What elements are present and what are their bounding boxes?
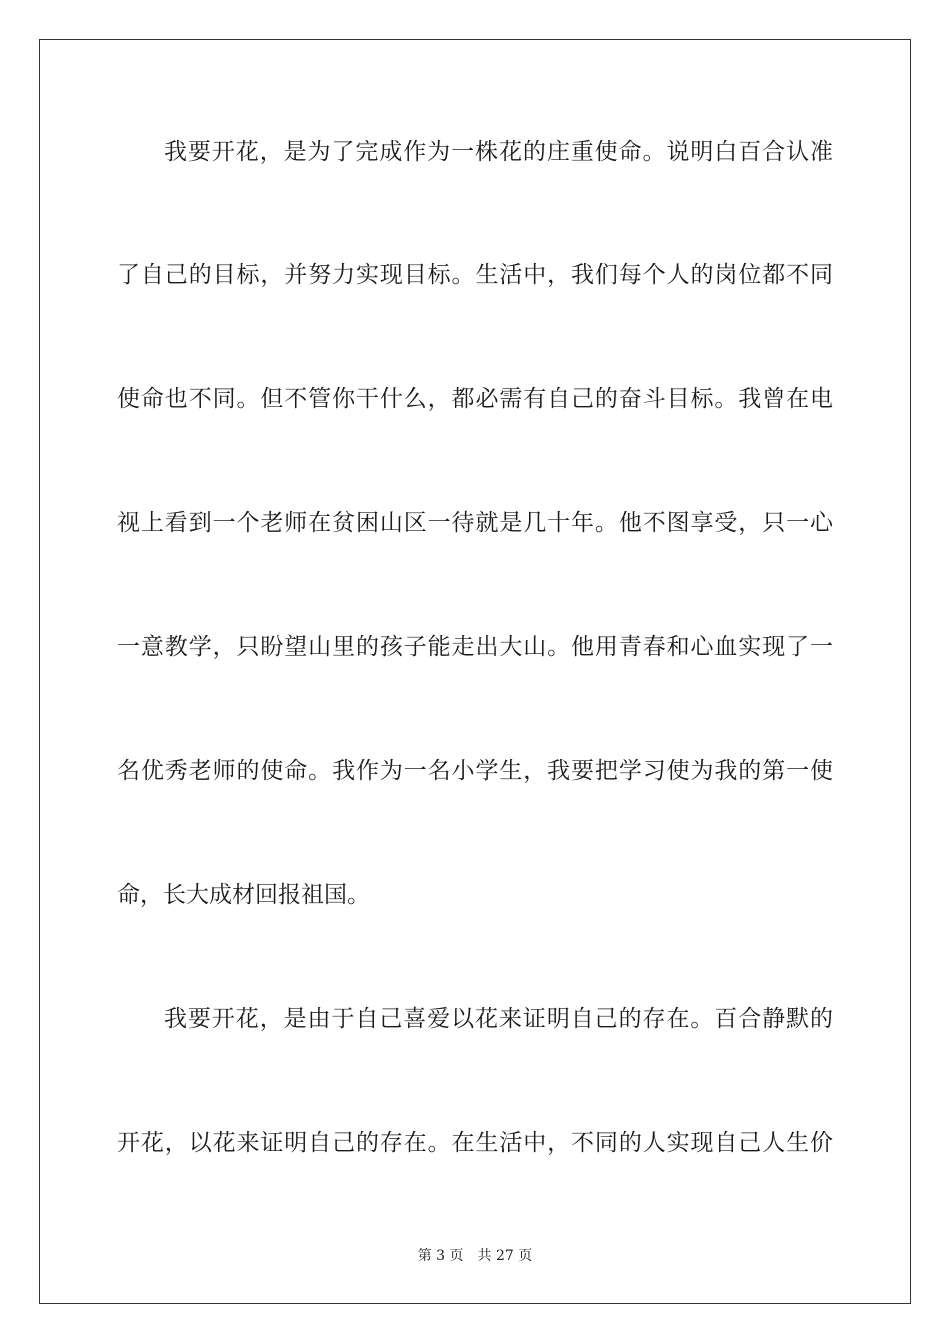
paragraph-1-line-2: 了自己的目标，并努力实现目标。生活中，我们每个人的岗位都不同 (117, 262, 833, 288)
paragraph-1-line-3: 使命也不同。但不管你干什么，都必需有自己的奋斗目标。我曾在电 (117, 386, 833, 412)
paragraph-1-line-7: 命，长大成材回报祖国。 (117, 882, 370, 908)
paragraph-1-line-4: 视上看到一个老师在贫困山区一待就是几十年。他不图享受，只一心 (117, 510, 833, 536)
paragraph-2-line-2: 开花，以花来证明自己的存在。在生活中，不同的人实现自己人生价 (117, 1130, 833, 1156)
page-total: 共 27 页 (477, 1248, 533, 1264)
paragraph-1-line-5: 一意教学，只盼望山里的孩子能走出大山。他用青春和心血实现了一 (117, 634, 833, 660)
page-border (39, 39, 911, 1304)
page-footer (0, 1247, 950, 1265)
paragraph-2-line-1: 我要开花，是由于自己喜爱以花来证明自己的存在。百合静默的 (164, 1006, 833, 1032)
paragraph-1-line-1: 我要开花，是为了完成作为一株花的庄重使命。说明白百合认准 (164, 139, 833, 165)
page-number: 第 3 页 (417, 1248, 464, 1264)
paragraph-1-line-6: 名优秀老师的使命。我作为一名小学生，我要把学习使为我的第一使 (117, 758, 833, 784)
